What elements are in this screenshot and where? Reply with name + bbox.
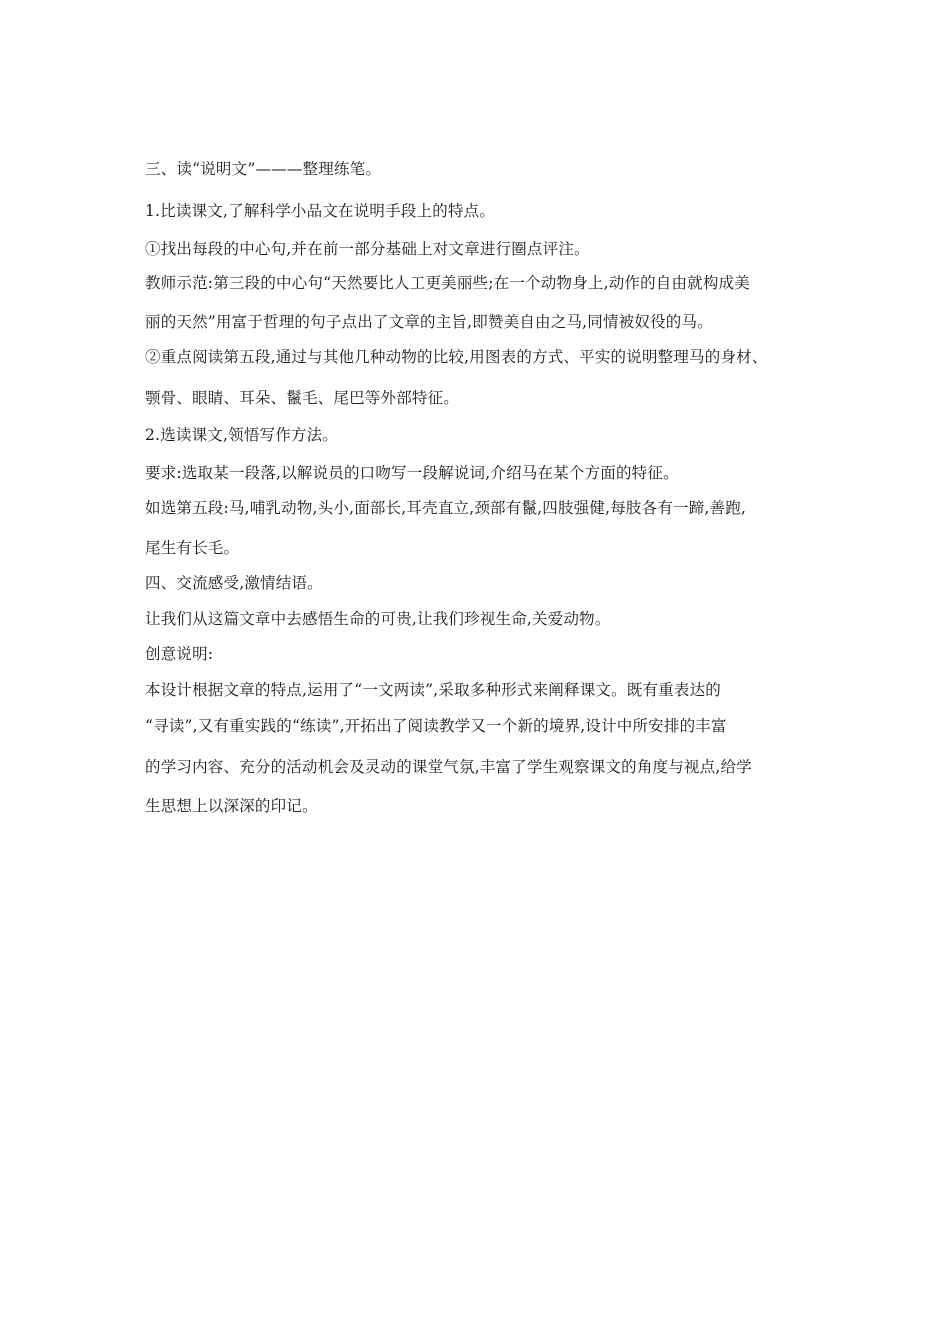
paragraph-line: 2.选读课文,领悟写作方法。: [145, 426, 339, 444]
paragraph-line: 丽的天然”用富于哲理的句子点出了文章的主旨,即赞美自由之马,同情被奴役的马。: [145, 313, 713, 331]
paragraph-line: ①找出每段的中心句,并在前一部分基础上对文章进行圈点评注。: [145, 240, 590, 258]
paragraph-line: 颚骨、眼睛、耳朵、鬣毛、尾巴等外部特征。: [145, 389, 460, 407]
section-heading-four: 四、交流感受,激情结语。: [145, 574, 323, 592]
paragraph-line: 尾生有长毛。: [145, 539, 240, 557]
paragraph-line: 1.比读课文,了解科学小品文在说明手段上的特点。: [145, 202, 496, 220]
paragraph-line: 让我们从这篇文章中去感悟生命的可贵,让我们珍视生命,关爱动物。: [145, 610, 611, 628]
paragraph-line: “寻读”,又有重实践的“练读”,开拓出了阅读教学又一个新的境界,设计中所安排的丰富: [145, 717, 727, 735]
creative-note-heading: 创意说明:: [145, 645, 214, 663]
paragraph-line: 教师示范:第三段的中心句“天然要比人工更美丽些;在一个动物身上,动作的自由就构成美: [145, 274, 750, 292]
paragraph-line: ②重点阅读第五段,通过与其他几种动物的比较,用图表的方式、平实的说明整理马的身材、: [145, 348, 768, 366]
paragraph-line: 的学习内容、充分的活动机会及灵动的课堂气氛,丰富了学生观察课文的角度与视点,给学: [145, 758, 752, 776]
paragraph-line: 要求:选取某一段落,以解说员的口吻写一段解说词,介绍马在某个方面的特征。: [145, 464, 679, 482]
paragraph-line: 如选第五段:马,哺乳动物,头小,面部长,耳壳直立,颈部有鬣,四肢强健,每肢各有一蹄,善跑,: [145, 499, 747, 517]
paragraph-line: 生思想上以深深的印记。: [145, 797, 318, 815]
section-heading-three: 三、读“说明文”———整理练笔。: [145, 160, 382, 178]
paragraph-line: 本设计根据文章的特点,运用了“一文两读”,采取多种形式来阐释课文。既有重表达的: [145, 681, 722, 699]
